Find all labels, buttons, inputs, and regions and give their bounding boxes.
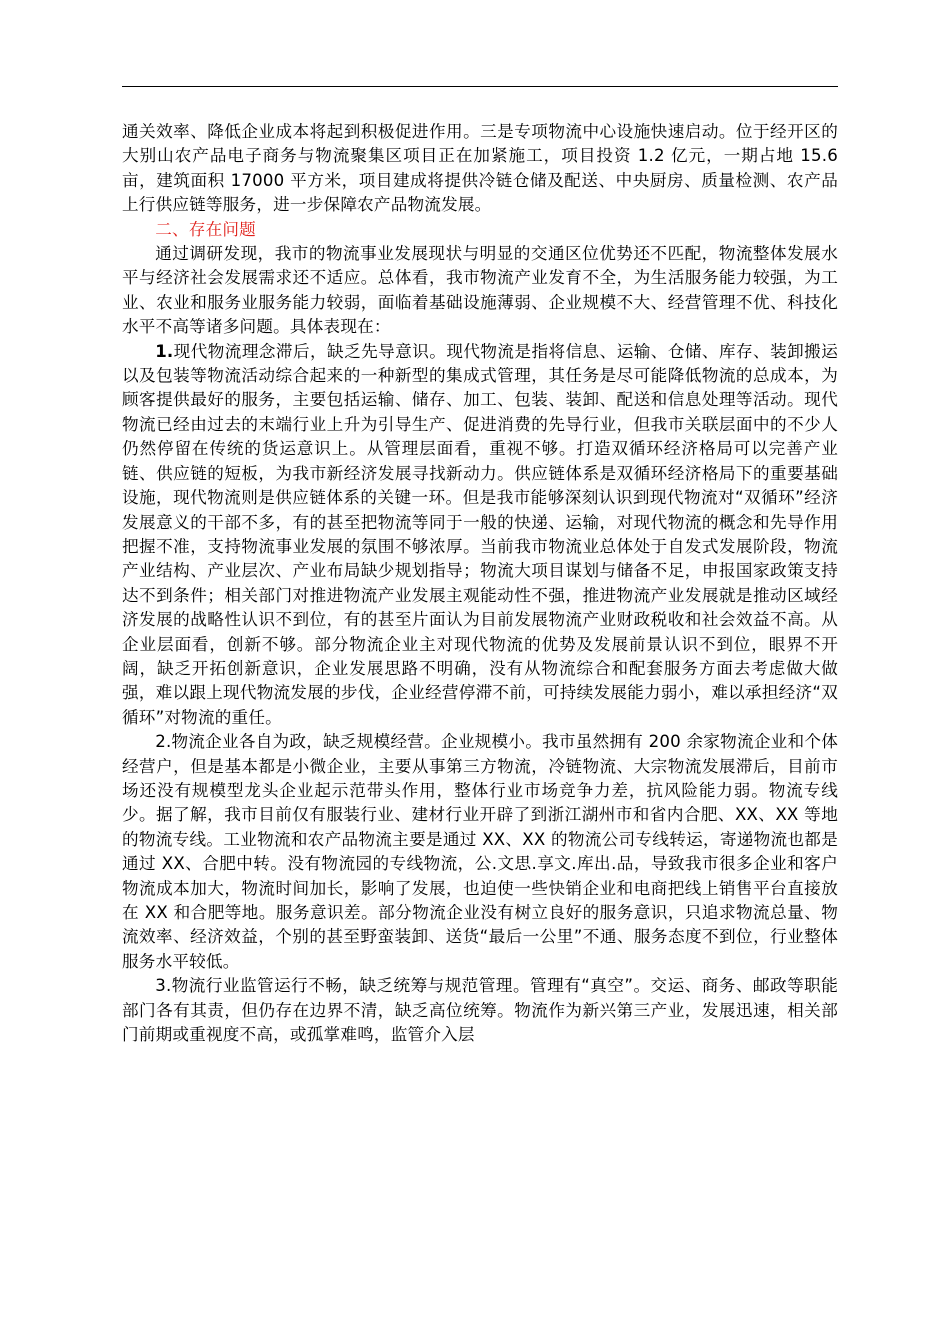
paragraph-point-1 (122, 340, 838, 731)
document-body (122, 120, 838, 1047)
point-1-number: 1. (155, 341, 174, 361)
paragraph-continuation: 通关效率、降低企业成本将起到积极促进作用。三是专项物流中心设施快速启动。位于经开区的大别山农产品电子商务与物流聚集区项目正在加紧施工，项目投资 1.2 亿元，一期占地 15.6 亩，建筑面积 17000 平方米，项目建成将提供冷链仓储及配送、中央厨房、质量检测、农产品上行供应链等服务，进一步保障农产品物流发展。 (122, 122, 838, 215)
section-heading: 二、存在问题 (155, 219, 256, 239)
paragraph-overview: 通过调研发现，我市的物流事业发展现状与明显的交通区位优势还不匹配，物流整体发展水平与经济社会发展需求还不适应。总体看，我市物流产业发育不全，为生活服务能力较强，为工业、农业和服务业服务能力较弱，面临着基础设施薄弱、企业规模不大、经营管理不优、科技化水平不高等诸多问题。具体表现在： (122, 244, 838, 337)
point-1-text: 现代物流理念滞后，缺乏先导意识。现代物流是指将信息、运输、仓储、库存、装卸搬运以及包装等物流活动综合起来的一种新型的集成式管理，其任务是尽可能降低物流的总成本，为顾客提供最好的服务，主要包括运输、储存、加工、包装、装卸、配送和信息处理等活动。现代物流已经由过去的末端行业上升为引导生产、促进消费的先导行业，但我市关联层面中的不少人仍然停留在传统的货运意识上。从管理层面看，重视不够。打造双循环经济格局可以完善产业链、供应链的短板，为我市新经济发展寻找新动力。供应链体系是双循环经济格局下的重要基础设施，现代物流则是供应链体系的关键一环。但是我市能够深刻认识到现代物流对“双循环”经济发展意义的干部不多，有的甚至把物流等同于一般的快递、运输，对现代物流的概念和先导作用把握不准，支持物流事业发展的氛围不够浓厚。当前我市物流业总体处于自发式发展阶段，物流产业结构、产业层次、产业布局缺少规划指导；物流大项目谋划与储备不足，申报国家政策支持达不到条件；相关部门对推进物流产业发展主观能动性不强，推进物流产业发展就是推动区域经济发展的战略性认识不到位，有的甚至片面认为目前发展物流产业财政税收和社会效益不高。从企业层面看，创新不够。部分物流企业主对现代物流的优势及发展前景认识不到位，眼界不开阔，缺乏开拓创新意识，企业发展思路不明确，没有从物流综合和配套服务方面去考虑做大做强，难以跟上现代物流发展的步伐，企业经营停滞不前，可持续发展能力弱小，难以承担经济“双循环”对物流的重任。 (122, 341, 838, 727)
paragraph-point-2: 2.物流企业各自为政，缺乏规模经营。企业规模小。我市虽然拥有 200 余家物流企业和个体经营户，但是基本都是小微企业，主要从事第三方物流，冷链物流、大宗物流发展滞后，目前市场还没有规模型龙头企业起示范带头作用，整体行业市场竞争力差，抗风险能力弱。物流专线少。据了解，我市目前仅有服装行业、建材行业开辟了到浙江湖州市和省内合肥、XX、XX 等地的物流专线。工业物流和农产品物流主要是通过 XX、XX 的物流公司专线转运，寄递物流也都是通过 XX、合肥中转。没有物流园的专线物流，公.文思.享文.库出.品，导致我市很多企业和客户物流成本加大，物流时间加长，影响了发展，也迫使一些快销企业和电商把线上销售平台直接放在 XX 和合肥等地。服务意识差。部分物流企业没有树立良好的服务意识，只追求物流总量、物流效率、经济效益，个别的甚至野蛮装卸、送货“最后一公里”不通、服务态度不到位，行业整体服务水平较低。 (122, 732, 838, 971)
paragraph-point-3: 3.物流行业监管运行不畅，缺乏统筹与规范管理。管理有“真空”。交运、商务、邮政等职能部门各有其责，但仍存在边界不清，缺乏高位统筹。物流作为新兴第三产业，发展迅速，相关部门前期或重视度不高，或孤掌难鸣，监管介入层 (122, 976, 838, 1045)
header-rule (122, 86, 838, 87)
